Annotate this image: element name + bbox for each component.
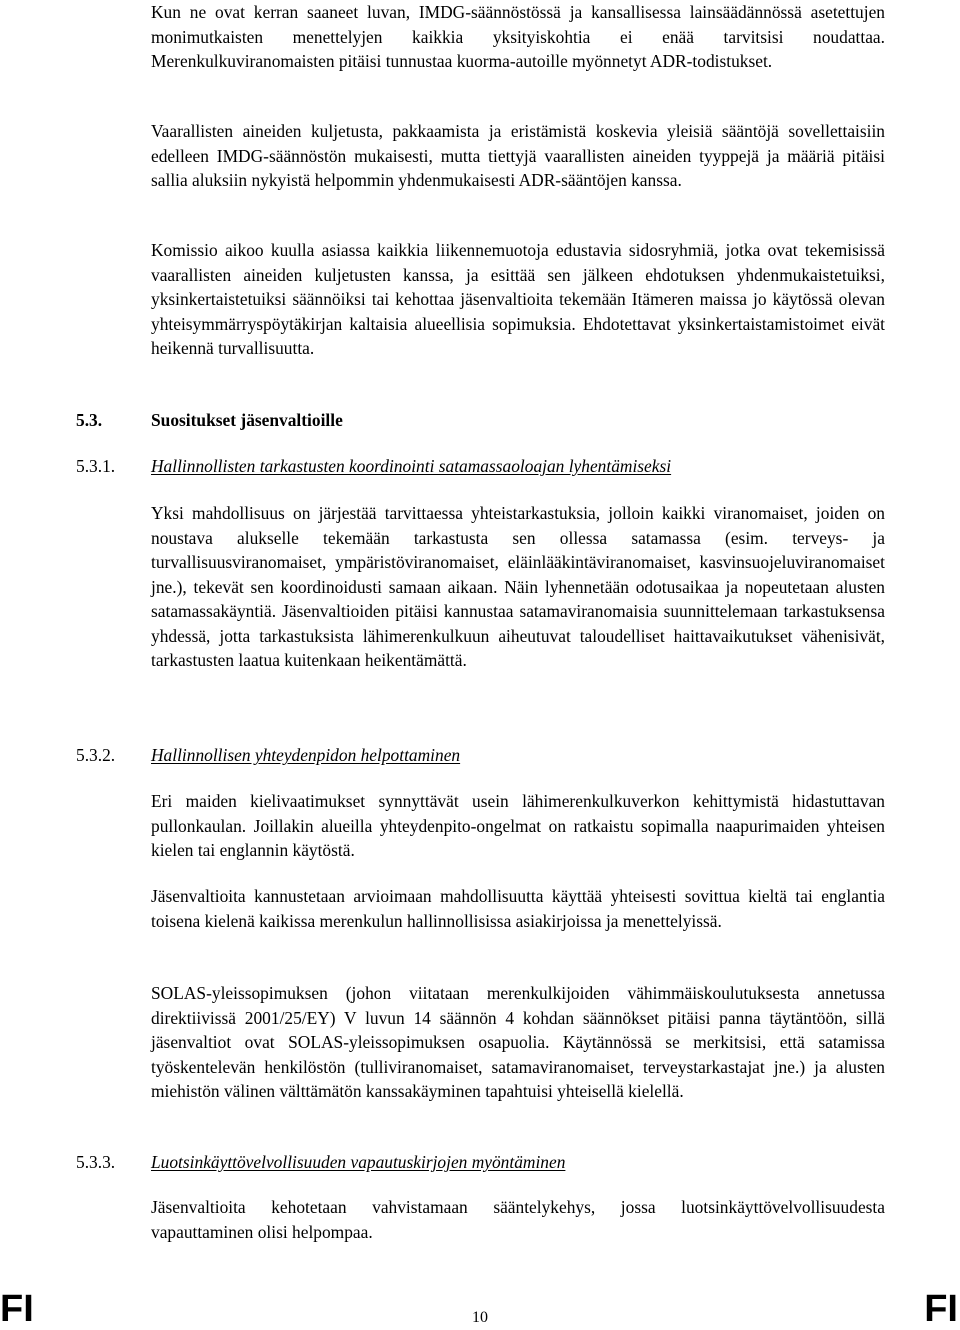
- heading-administrative-communication: Hallinnollisen yhteydenpidon helpottaminen: [151, 745, 461, 765]
- footer-language-code-right: FI: [924, 1288, 958, 1330]
- paragraph-dangerous-goods-rules: Vaarallisten aineiden kuljetusta, pakkaamista ja eristämistä koskevia yleisiä sääntöjä sovellettaisiin edelleen IMDG-säännöstön mukaisesti, mutta tiettyjä vaarallisten aineiden tyyppejä ja määriä pitäisi sallia aluksiin nykyistä helpommin yhdenmukaisesti ADR-sääntöjen kanssa.: [151, 121, 885, 190]
- paragraph-joint-inspections: Yksi mahdollisuus on järjestää tarvittaessa yhteistarkastuksia, jolloin kaikki viranomaiset, joiden on noustava alukselle tekemään tarkastusta sen ollessa satamassa (esim. terveys- ja turvallisuusviranomaiset, ympäristöviranomaiset, eläinlääkintäviranomaiset, kasvinsuojeluviranomaiset jne.), tekevät sen koordinoidusti samaan aikaan. Näin lyhennetään odotusaikaa ja nopeutetaan alusten satamassakäyntiä. Jäsenvaltioiden pitäisi kannustaa satamaviranomaisia suunnittelemaan tarkastuksensa yhdessä, jotta tarkastuksista lähimerenkulkuun aiheutuvat taloudelliset haittavaikutukset vähenisivät, tarkastusten laatua kuitenkaan heikentämättä.: [151, 503, 885, 670]
- footer-page-number: 10: [472, 1309, 488, 1326]
- paragraph-solas-convention: SOLAS-yleissopimuksen (johon viitataan merenkulkijoiden vähimmäiskoulutuksesta annetussa direktiivissä 2001/25/EY) V luvun 14 säännön 4 kohdan säännökset pitäisi panna täytäntöön, sillä jäsenvaltiot ovat SOLAS-yleissopimuksen osapuolia. Käytännössä se merkitsisi, että satamissa työskentelevän henkilöstön (tulliviranomaiset, satamaviranomaiset, terveystarkastajat jne.) ja alusten miehistön välinen välttämätön kanssakäyminen tapahtuisi yhteisellä kielellä.: [151, 983, 885, 1101]
- paragraph-adr-certificates: Kun ne ovat kerran saaneet luvan, IMDG-säännöstössä ja kansallisessa lainsäädännössä asetettujen monimutkaisten menettelyjen kaikkia yksityiskohtia ei enää tarvitsisi noudattaa. Merenkulkuviranomaisten pitäisi tunnustaa kuorma-autoille myönnetyt ADR-todistukset.: [151, 2, 885, 71]
- footer-language-code-left: FI: [0, 1288, 34, 1330]
- paragraph-pilotage-framework: Jäsenvaltioita kehotetaan vahvistamaan sääntelykehys, jossa luotsinkäyttövelvollisuudesta vapauttaminen olisi helpompaa.: [151, 1197, 885, 1242]
- heading-inspection-coordination: Hallinnollisten tarkastusten koordinointi satamassaoloajan lyhentämiseksi: [151, 456, 672, 476]
- heading-number-5-3-2: 5.3.2.: [76, 745, 116, 765]
- heading-number-5-3-3: 5.3.3.: [76, 1152, 116, 1172]
- heading-number-5-3: 5.3.: [76, 410, 103, 430]
- heading-recommendations-member-states: Suositukset jäsenvaltioille: [151, 410, 343, 430]
- heading-pilotage-exemption: Luotsinkäyttövelvollisuuden vapautuskirjojen myöntäminen: [151, 1152, 566, 1172]
- paragraph-language-requirements: Eri maiden kielivaatimukset synnyttävät usein lähimerenkulkuverkon kehittymistä hidastuttavan pullonkaulan. Joillakin alueilla yhteydenpito-ongelmat on ratkaistu sopimalla naapurimaiden yhteisen kielen tai englannin käytöstä.: [151, 791, 885, 860]
- paragraph-commission-consultation: Komissio aikoo kuulla asiassa kaikkia liikennemuotoja edustavia sidosryhmiä, jotka ovat tekemisissä vaarallisten aineiden kuljetusten kanssa, ja esittää sen jälkeen ehdotuksen yhdenmukaistetuiksi, yksinkertaistetuiksi säännöiksi tai kehottaa jäsenvaltioita tekemään Itämeren maissa jo käytössä olevan yhteisymmärryspöytäkirjan kaltaisia alueellisia sopimuksia. Ehdotettavat yksinkertaistamistoimet eivät heikennä turvallisuutta.: [151, 240, 885, 358]
- heading-number-5-3-1: 5.3.1.: [76, 456, 116, 476]
- paragraph-common-language: Jäsenvaltioita kannustetaan arvioimaan mahdollisuutta käyttää yhteisesti sovittua kieltä tai englantia toisena kielenä kaikissa merenkulun hallinnollisissa asiakirjoissa ja menettelyissä.: [151, 886, 885, 931]
